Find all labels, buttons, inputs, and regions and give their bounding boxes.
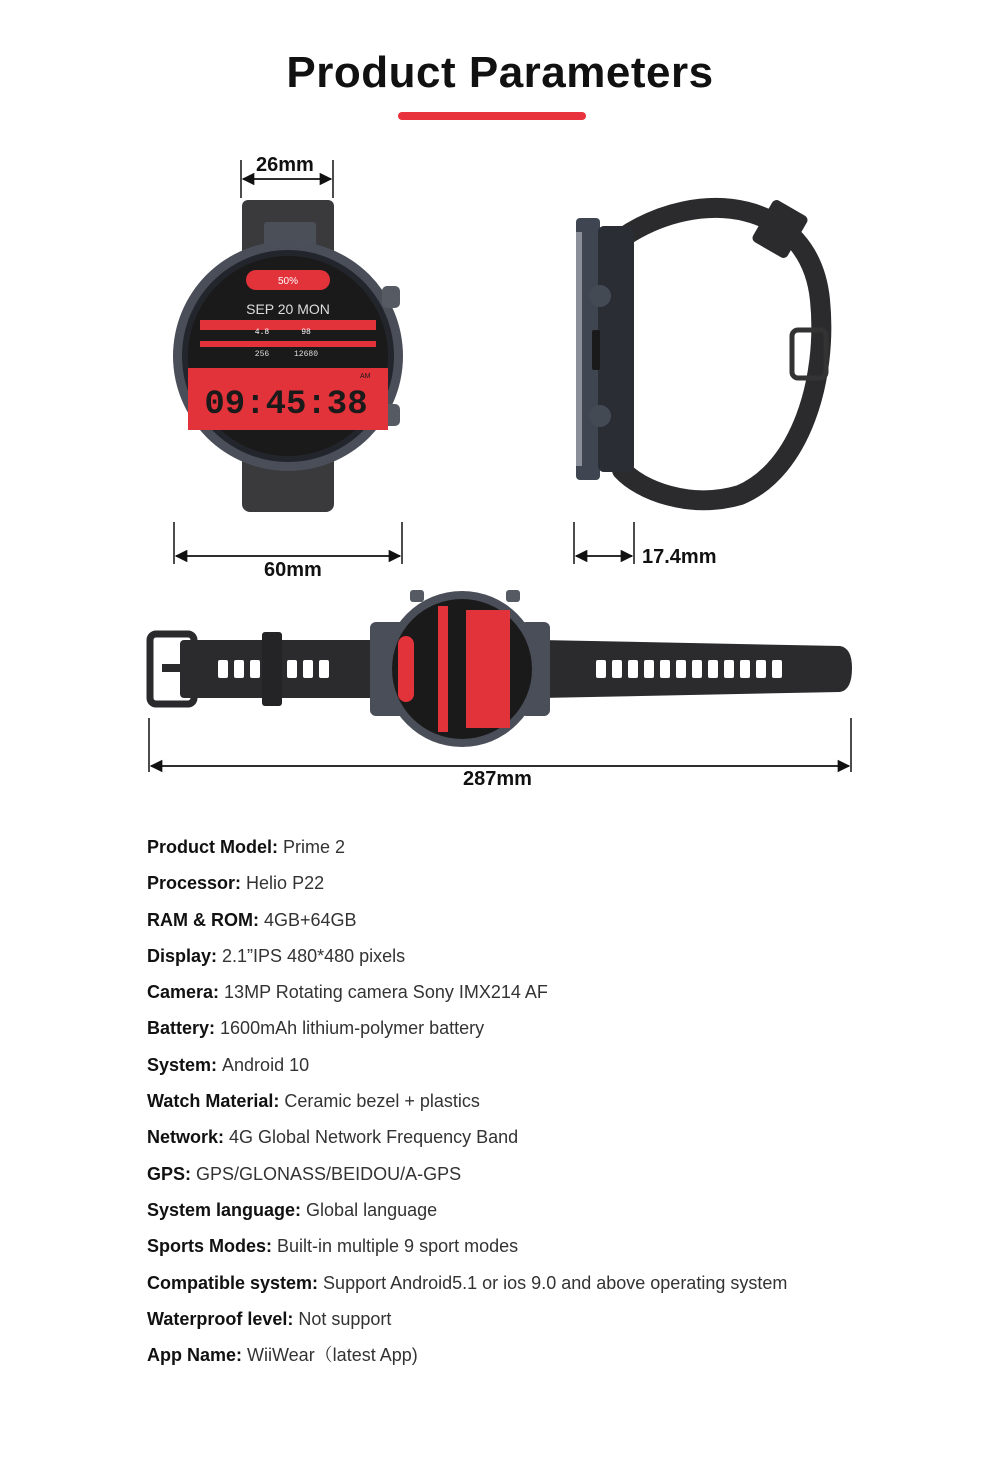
spec-label: Processor: [147, 873, 242, 894]
spec-row [147, 979, 947, 1015]
thickness-label: 17.4mm [642, 546, 717, 568]
spec-row [147, 1015, 947, 1051]
spec-row [147, 1124, 947, 1160]
spec-row [147, 1088, 947, 1124]
spec-label: Compatible system: [147, 1272, 319, 1293]
distance-text: 4.8 [254, 328, 270, 337]
battery-text: 50% [277, 276, 299, 287]
spec-label: GPS: [147, 1163, 192, 1184]
calories-text: 256 [254, 350, 270, 359]
spec-value: Prime 2 [283, 837, 346, 857]
spec-row [147, 1161, 947, 1197]
spec-row [147, 907, 947, 943]
spec-row [147, 834, 947, 870]
spec-row [147, 1052, 947, 1088]
spec-value: Android 10 [222, 1054, 310, 1075]
spec-row [147, 1197, 947, 1233]
side-button-top [589, 285, 611, 307]
spec-label: App Name: [147, 1345, 243, 1366]
spec-value: 4GB+64GB [263, 909, 357, 930]
case-width-label: 60mm [264, 559, 322, 581]
time-text: 09:45:38 [204, 386, 368, 424]
side-view-watch [576, 198, 826, 500]
spec-value: Built-in multiple 9 sport modes [277, 1236, 519, 1257]
spec-label: Network: [147, 1127, 225, 1148]
meridiem-text: AM [360, 373, 371, 380]
spec-label: System language: [147, 1199, 302, 1220]
spec-list [147, 834, 947, 1378]
spec-row [147, 1270, 947, 1306]
heart-rate-text: 98 [301, 328, 311, 337]
spec-label: RAM & ROM: [147, 909, 259, 930]
spec-row [147, 1306, 947, 1342]
spec-label: Display: [147, 945, 218, 966]
spec-value: 1600mAh lithium-polymer battery [220, 1018, 485, 1039]
spec-value: 2.1”IPS 480*480 pixels [222, 945, 406, 966]
spec-label: Waterproof level: [147, 1308, 294, 1329]
lug-width-label: 26mm [256, 154, 314, 176]
flat-watch [150, 590, 852, 747]
spec-value: Helio P22 [246, 873, 325, 894]
spec-label: Battery: [147, 1018, 216, 1039]
top-button [382, 286, 400, 308]
spec-row [147, 1342, 947, 1378]
spec-value: Global language [306, 1199, 438, 1220]
side-button-bottom [589, 405, 611, 427]
spec-label: System: [147, 1054, 218, 1075]
spec-label: Sports Modes: [147, 1236, 273, 1257]
side-case [598, 226, 634, 472]
spec-label: Camera: [147, 982, 220, 1003]
spec-row [147, 1233, 947, 1269]
spec-label: Product Model: [147, 837, 278, 857]
spec-value: WiiWear（latest App) [247, 1345, 418, 1366]
spec-value: Not support [298, 1308, 392, 1329]
spec-value: Ceramic bezel + plastics [284, 1091, 480, 1112]
steps-text: 12680 [293, 350, 319, 359]
total-length-label: 287mm [463, 768, 532, 790]
spec-value: GPS/GLONASS/BEIDOU/A-GPS [196, 1163, 462, 1184]
spec-row [147, 870, 947, 906]
front-view-watch [173, 200, 403, 512]
spec-row [147, 943, 947, 979]
page-title: Product Parameters [286, 48, 714, 97]
spec-value: Support Android5.1 or ios 9.0 and above operating system [323, 1272, 788, 1293]
spec-value: 4G Global Network Frequency Band [229, 1127, 519, 1148]
date-text: SEP 20 MON [246, 301, 330, 317]
spec-value: 13MP Rotating camera Sony IMX214 AF [224, 982, 548, 1003]
spec-label: Watch Material: [147, 1091, 280, 1112]
